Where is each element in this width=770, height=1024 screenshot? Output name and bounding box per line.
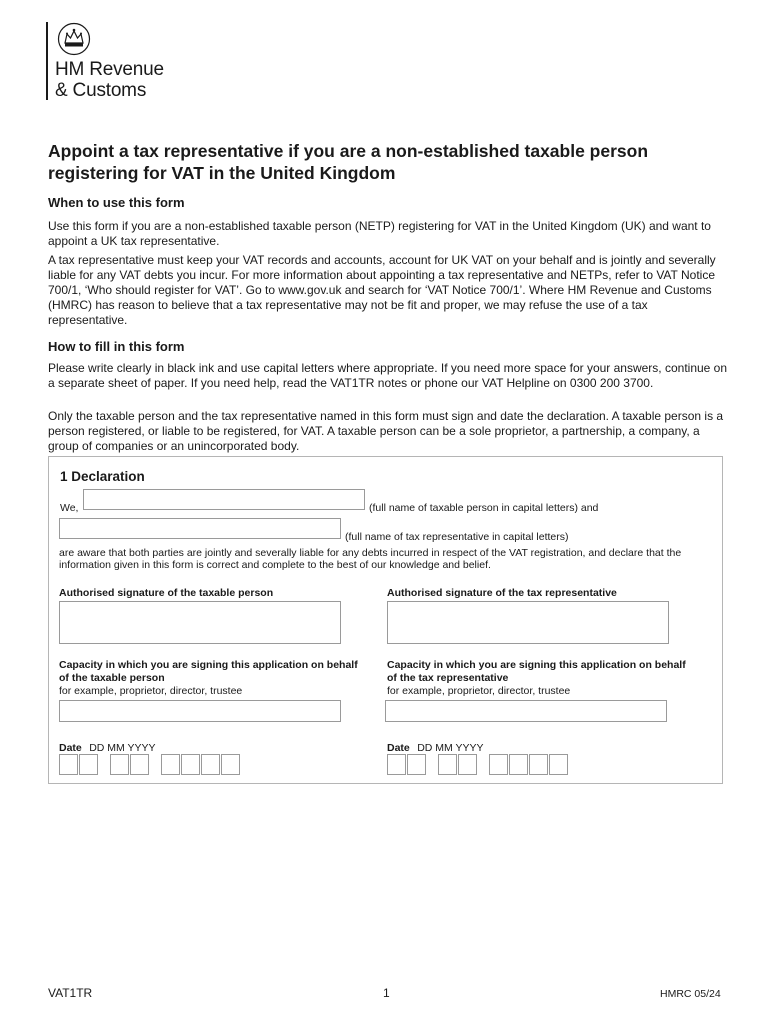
date-month-1[interactable] [110, 754, 129, 775]
left-capacity-hint: for example, proprietor, director, trustee [59, 685, 243, 697]
taxable-person-signature-field[interactable] [59, 601, 341, 644]
page-number: 1 [383, 986, 390, 1000]
form-version: HMRC 05/24 [660, 988, 721, 1000]
left-signature-label: Authorised signature of the taxable person [59, 587, 274, 599]
date-year-2[interactable] [509, 754, 528, 775]
taxable-person-date-field [59, 754, 241, 775]
we-label: We, [60, 502, 79, 514]
taxable-person-capacity-field[interactable] [59, 700, 341, 722]
right-signature-label: Authorised signature of the tax representative [387, 587, 617, 599]
tax-representative-name-field[interactable] [59, 518, 341, 539]
declaration-statement: are aware that both parties are jointly and severally liable for any debts incurred in respect of the VAT registration, and declare that the information given in this form is correct and complete to the best of our knowledge and belief. [59, 547, 682, 571]
how-to-fill-heading: How to fill in this form [48, 339, 185, 354]
org-name-line2: & Customs [55, 80, 147, 101]
when-to-use-heading: When to use this form [48, 195, 185, 210]
logo-rule [46, 22, 48, 100]
date-day-1[interactable] [59, 754, 78, 775]
when-to-use-para1: Use this form if you are a non-established taxable person (NETP) registering for VAT in the United Kingdom (UK) and want to appoint a UK tax representative. [48, 219, 711, 248]
date-year-1[interactable] [161, 754, 180, 775]
date-day-2[interactable] [407, 754, 426, 775]
right-date-label: Date [387, 742, 410, 754]
date-year-4[interactable] [549, 754, 568, 775]
right-date-format: DD MM YYYY [417, 742, 484, 754]
when-to-use-para2: A tax representative must keep your VAT records and accounts, account for UK VAT on your behalf and is jointly and severally liable for any VAT debts you incur. For more information about appointing a tax representative and NETPs, refer to VAT Notice 700/1, ‘Who should register for VAT’. Go to www.gov.uk and search for ‘VAT Notice 700/1’. Where HM Revenue and Customs (HMRC) has reason to believe that a tax representative may not be fit and proper, we may refuse the use of a tax representative. [48, 253, 716, 327]
date-day-2[interactable] [79, 754, 98, 775]
date-month-2[interactable] [458, 754, 477, 775]
royal-crest-icon [57, 22, 91, 56]
tax-representative-date-field [387, 754, 569, 775]
how-to-fill-para1: Please write clearly in black ink and use capital letters where appropriate. If you need more space for your answers, continue on a separate sheet of paper. If you need help, read the VAT1TR notes or phone our VAT Helpline on 0300 200 3700. [48, 361, 728, 390]
date-month-1[interactable] [438, 754, 457, 775]
left-date-label: Date [59, 742, 82, 754]
tax-representative-capacity-field[interactable] [385, 700, 667, 722]
taxable-person-name-field[interactable] [83, 489, 365, 510]
date-year-3[interactable] [201, 754, 220, 775]
right-capacity-label: Capacity in which you are signing this application on behalf of the tax representative [387, 659, 686, 684]
left-date-format: DD MM YYYY [89, 742, 156, 754]
org-name-line1: HM Revenue [55, 59, 164, 80]
form-code: VAT1TR [48, 986, 93, 1000]
right-capacity-hint: for example, proprietor, director, trustee [387, 685, 571, 697]
taxable-name-hint: (full name of taxable person in capital letters) and [369, 502, 599, 514]
how-to-fill-para2: Only the taxable person and the tax representative named in this form must sign and date the declaration. A taxable person is a person registered, or liable to be registered, for VAT. A taxable person can be a sole proprietor, a partnership, a company, a group of companies or an unincorporated body. [48, 409, 724, 453]
page-title: Appoint a tax representative if you are a non-established taxable person registering for VAT in the United Kingdom [48, 141, 649, 183]
left-capacity-label: Capacity in which you are signing this application on behalf of the taxable person [59, 659, 358, 684]
date-year-3[interactable] [529, 754, 548, 775]
date-day-1[interactable] [387, 754, 406, 775]
date-year-4[interactable] [221, 754, 240, 775]
rep-name-hint: (full name of tax representative in capital letters) [345, 531, 569, 543]
date-month-2[interactable] [130, 754, 149, 775]
tax-representative-signature-field[interactable] [387, 601, 669, 644]
date-year-1[interactable] [489, 754, 508, 775]
declaration-title: 1 Declaration [60, 469, 145, 484]
date-year-2[interactable] [181, 754, 200, 775]
